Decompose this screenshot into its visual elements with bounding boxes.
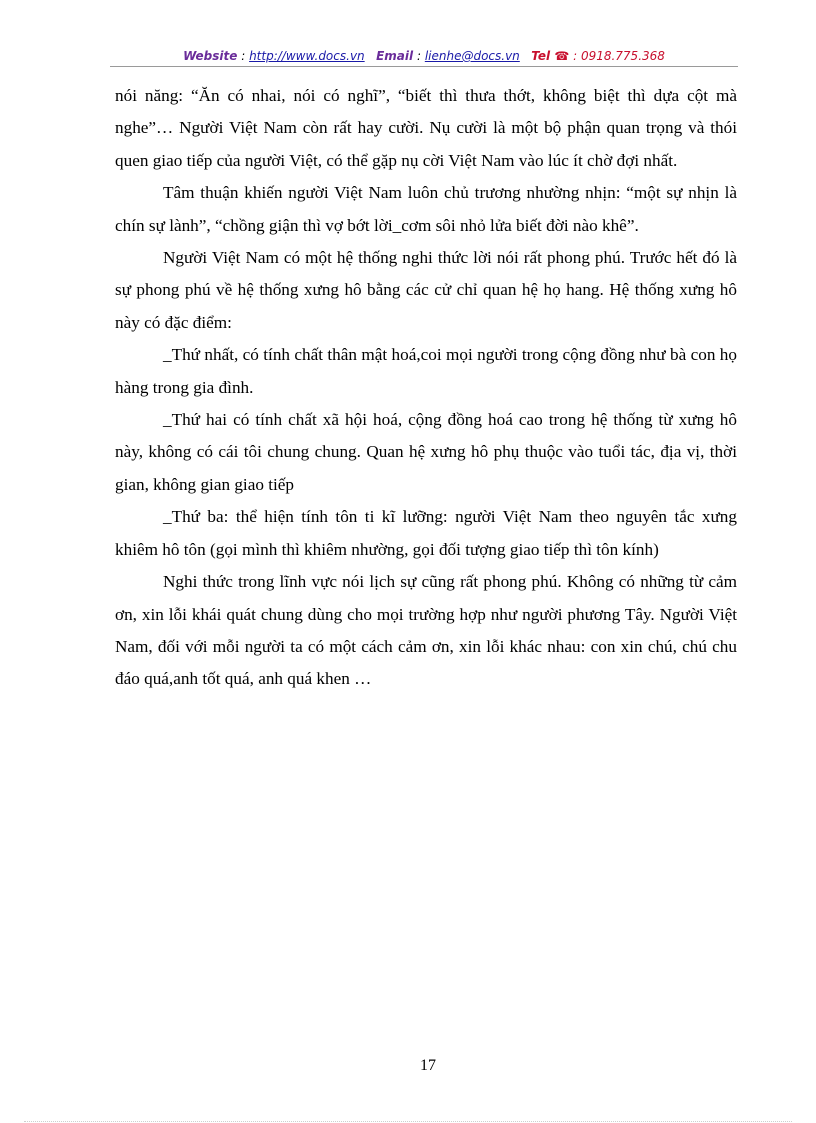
tel-separator: : (569, 49, 581, 63)
tel-label: Tel ☎ (531, 49, 570, 63)
paragraph-tam-thuan: Tâm thuận khiến người Việt Nam luôn chủ trương nhường nhịn: “một sự nhịn là chín sự lành”, “chồng giận thì vợ bớt lời_cơm sôi nhỏ lửa biết đời nào khê”. (115, 183, 737, 235)
paragraph-thu-ba: _Thứ ba: thể hiện tính tôn ti kĩ lưỡng: người Việt Nam theo nguyên tắc xưng khiêm hô tôn (gọi mình thì khiêm nhường, gọi đối tượng giao tiếp thì tôn kính) (115, 507, 737, 559)
paragraph-continuation: nói năng: “Ăn có nhai, nói có nghĩ”, “biết thì thưa thớt, không biệt thì dựa cột mà nghe”… Người Việt Nam còn rất hay cười. Nụ cười là một bộ phận quan trọng và thói quen giao tiếp của người Việt, có thể gặp nụ cời Việt Nam vào lúc ít chờ đợi nhất. (115, 86, 737, 170)
email-label: Email (376, 49, 414, 63)
page-bottom-divider (24, 1121, 792, 1122)
page-number: 17 (420, 1057, 436, 1074)
page-header (110, 46, 738, 66)
paragraph-thu-hai: _Thứ hai có tính chất xã hội hoá, cộng đồng hoá cao trong hệ thống từ xưng hô này, không có cái tôi chung chung. Quan hệ xưng hô phụ thuộc vào tuổi tác, địa vị, thời gian, không gian giao tiếp (115, 410, 737, 494)
email-link[interactable]: lienhe@docs.vn (424, 49, 520, 63)
document-body (115, 80, 737, 696)
header-divider (110, 66, 738, 67)
website-separator: : (237, 49, 250, 63)
paragraph-thu-nhat: _Thứ nhất, có tính chất thân mật hoá,coi mọi người trong cộng đồng như bà con họ hàng trong gia đình. (115, 345, 737, 397)
paragraph-lich-su: Nghi thức trong lĩnh vực nói lịch sự cũng rất phong phú. Không có những từ cảm ơn, xin lỗi khái quát chung dùng cho mọi trường hợp như người phương Tây. Người Việt Nam, đối với mỗi người ta có một cách cảm ơn, xin lỗi khác nhau: con xin chú, chú chu đáo quá,anh tốt quá, anh quá khen … (115, 572, 737, 689)
website-link[interactable]: http://www.docs.vn (249, 49, 365, 63)
tel-value: 0918.775.368 (580, 49, 665, 63)
paragraph-nghi-thuc-loi-noi: Người Việt Nam có một hệ thống nghi thức lời nói rất phong phú. Trước hết đó là sự phong phú về hệ thống xưng hô bằng các cử chỉ quan hệ họ hang. Hệ thống xưng hô này có đặc điểm: (115, 248, 737, 332)
website-label: Website (183, 49, 238, 63)
email-separator: : (413, 49, 425, 63)
